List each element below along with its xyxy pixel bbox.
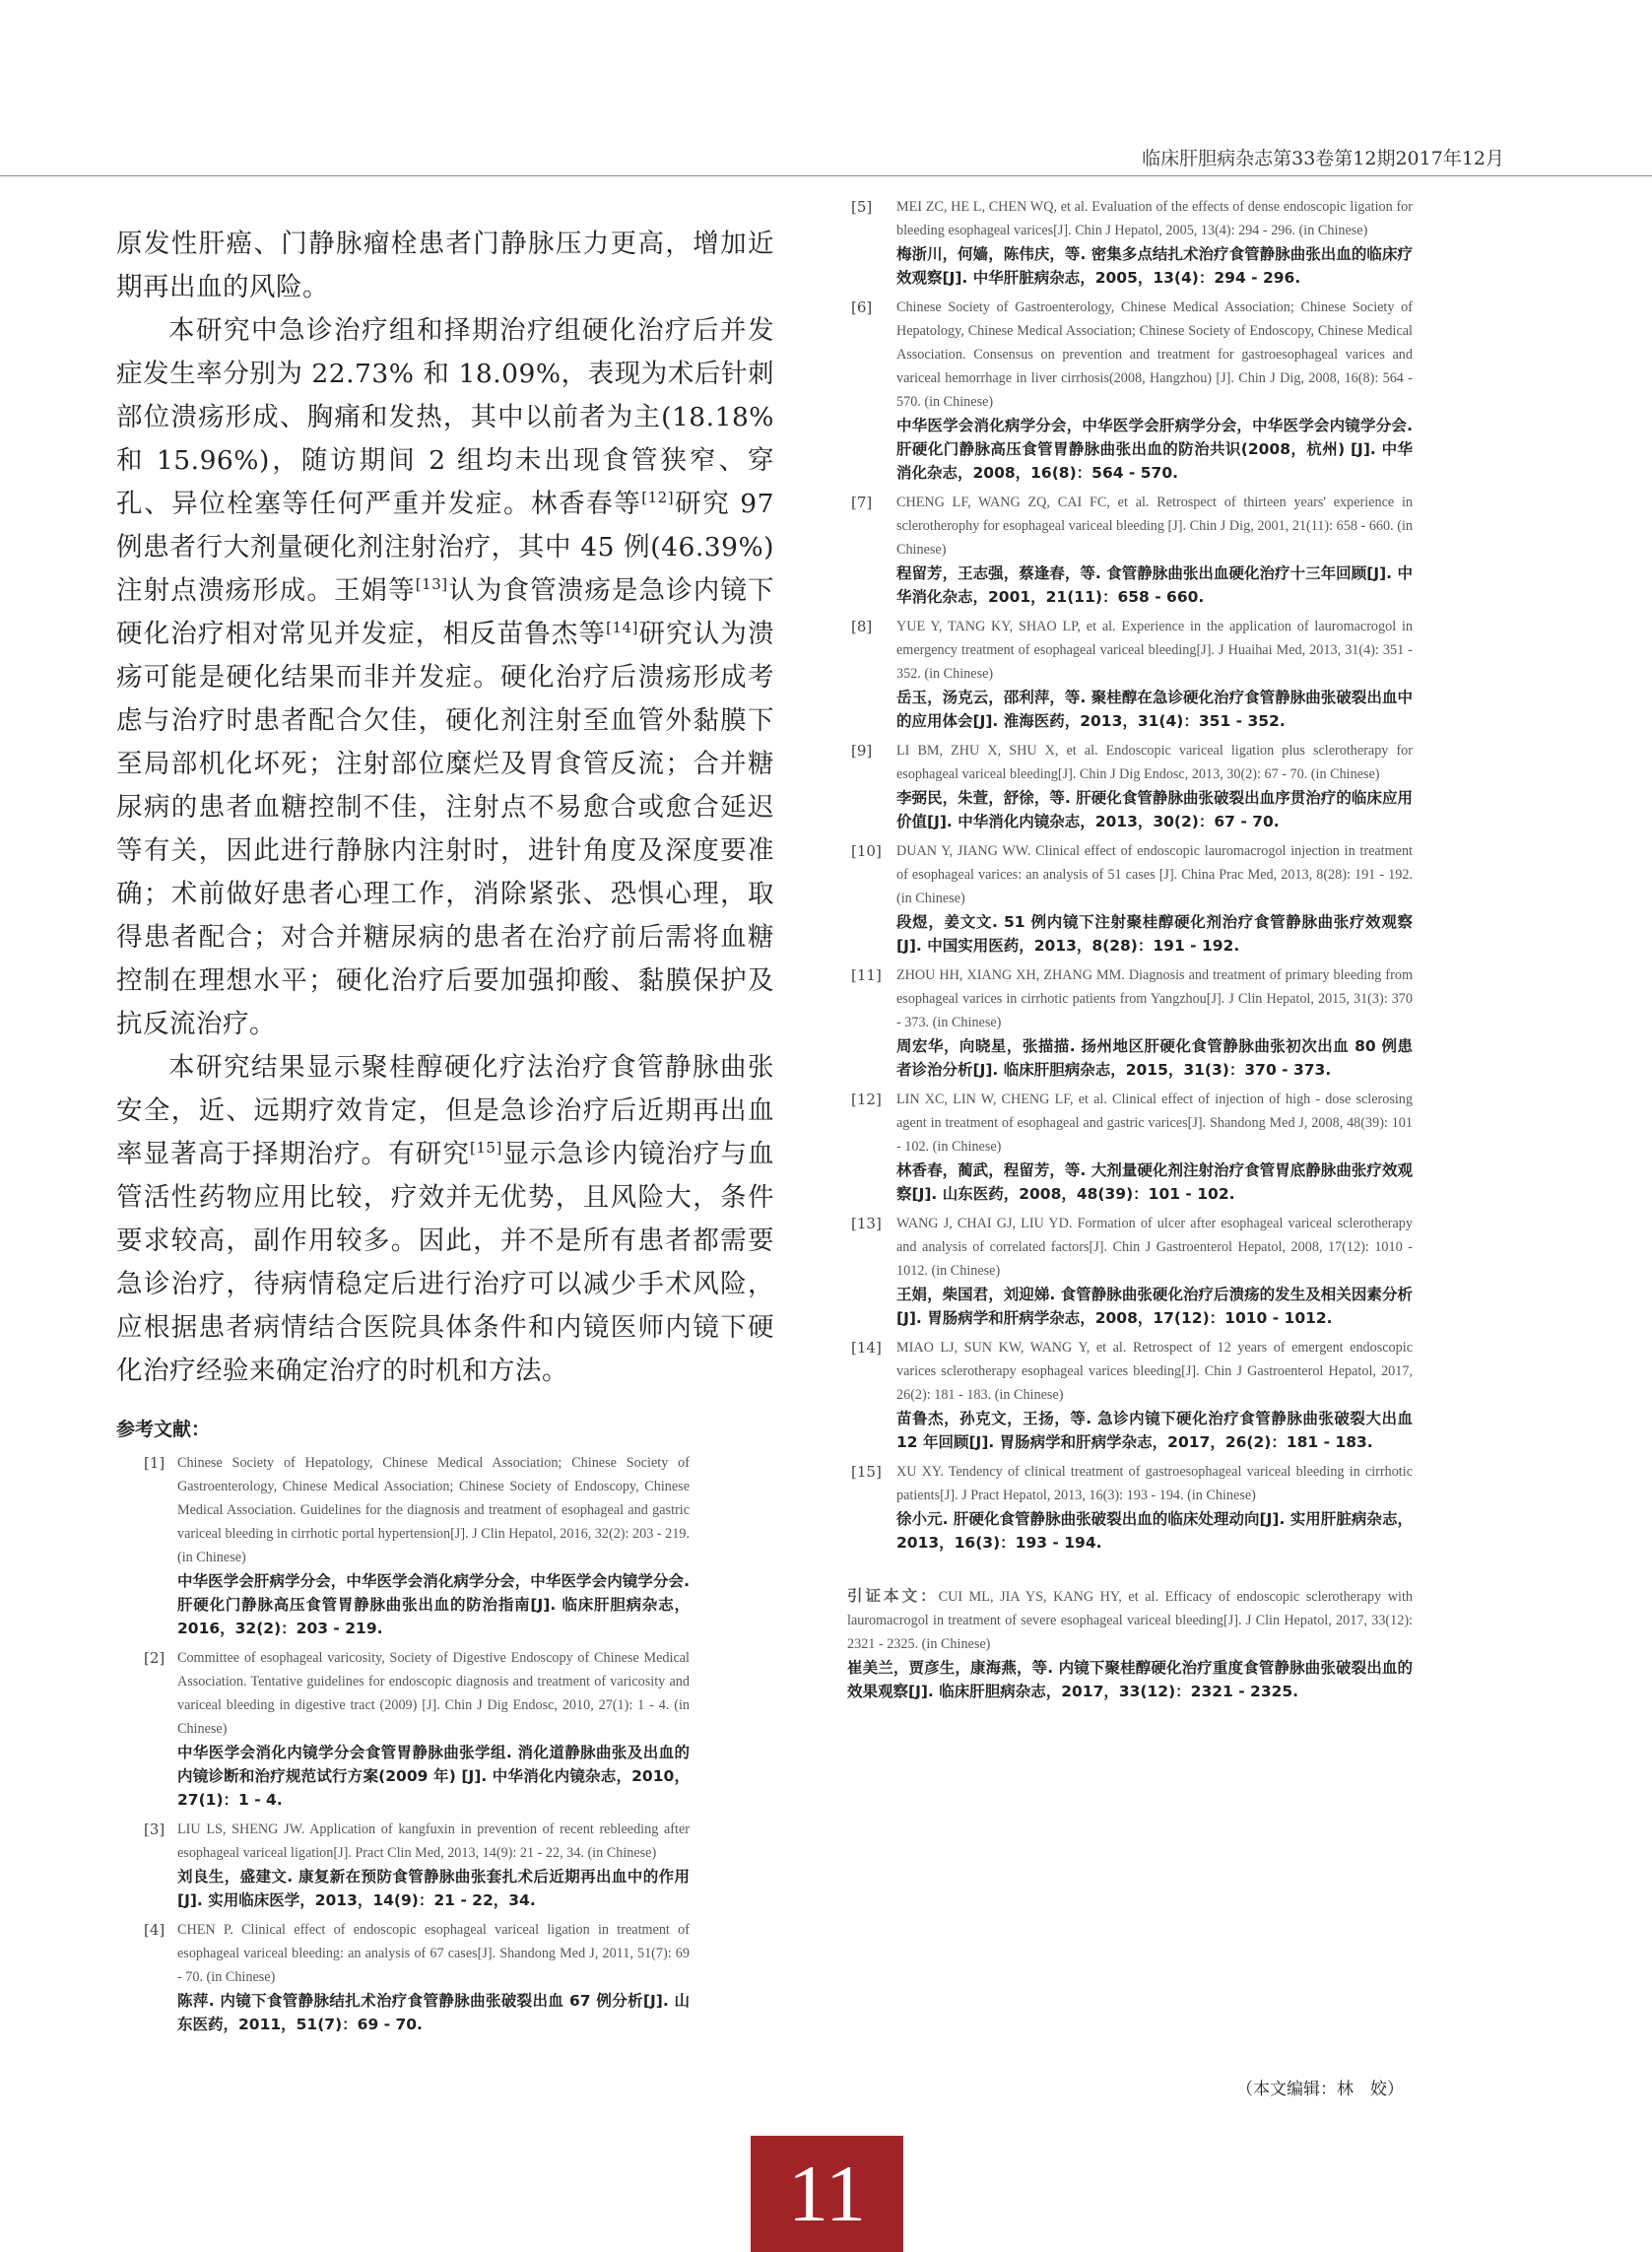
right-column [847, 195, 1413, 1703]
reference-item [847, 839, 1413, 958]
reference-english: MEI ZC, HE L, CHEN WQ, et al. Evaluation of the effects of dense endoscopic ligation for bleeding esophageal varices[J]. Chin J Hepatol, 2005, 13(4): 294 - 296. (in Chinese) [896, 199, 1413, 238]
reference-item [847, 1336, 1413, 1454]
body-text: 本研究中急诊治疗组和择期治疗组硬化治疗后并发症发生率分别为 22.73% 和 18.09%，表现为术后针刺部位溃疡形成、胸痛和发热，其中以前者为主(18.18% 和 15.96%)，随访期间 2 组均未出现食管狭窄、穿孔、异位栓塞等任何严重并发症。林香春等 [116, 315, 774, 519]
reference-number: [2] [144, 1649, 165, 1667]
reference-item [847, 195, 1413, 290]
reference-english: LI BM, ZHU X, SHU X, et al. Endoscopic variceal ligation plus sclerotherapy for esophageal variceal bleeding[J]. Chin J Dig Endosc, 2013, 30(2): 67 - 70. (in Chinese) [896, 743, 1413, 782]
references-heading: 参考文献： [116, 1419, 211, 1440]
reference-item [847, 615, 1413, 733]
citation-marker[interactable]: [12] [641, 489, 675, 507]
page-number: 11 [788, 2149, 866, 2238]
reference-english: CHENG LF, WANG ZQ, CAI FC, et al. Retrospect of thirteen years' experience in sclerotherophy for esophageal variceal bleeding [J]. Chin J Dig, 2001, 21(11): 658 - 660. (in Chinese) [896, 495, 1413, 558]
reference-number: [3] [144, 1821, 165, 1838]
reference-number: [4] [144, 1921, 165, 1939]
reference-item [128, 1646, 690, 1812]
editor-note: （本文编辑：林 姣） [1236, 2080, 1404, 2099]
reference-english: WANG J, CHAI GJ, LIU YD. Formation of ulcer after esophageal variceal sclerotherapy and analysis of correlated factors[J]. Chin J Gastroenterol Hepatol, 2008, 17(12): 1010 - 1012. (in Chinese) [896, 1216, 1413, 1279]
reference-chinese: 中华医学会肝病学分会，中华医学会消化病学分会，中华医学会内镜学分会. 肝硬化门静脉高压食管胃静脉曲张出血的防治指南[J]. 临床肝胆病杂志，2016，32(2)：203 - 219. [177, 1572, 690, 1637]
header-rule [0, 175, 1652, 176]
reference-chinese: 刘良生，盛建文. 康复新在预防食管静脉曲张套扎术后近期再出血中的作用[J]. 实用临床医学，2013，14(9)：21 - 22，34. [177, 1868, 690, 1909]
reference-chinese: 苗鲁杰，孙克文，王扬，等. 急诊内镜下硬化治疗食管静脉曲张破裂大出血 12 年回顾[J]. 胃肠病学和肝病学杂志，2017，26(2)：181 - 183. [896, 1410, 1413, 1451]
reference-chinese: 周宏华，向晓星，张描描. 扬州地区肝硬化食管静脉曲张初次出血 80 例患者诊治分析[J]. 临床肝胆病杂志，2015，31(3)：370 - 373. [896, 1037, 1413, 1079]
reference-english: Chinese Society of Hepatology, Chinese Medical Association; Chinese Society of Gastroenterology, Chinese Medical Association; Chinese Society of Endoscopy, Chinese Medical Association. Guidelines for the diagnosis and treatment of esophageal and gastric variceal bleeding in cirrhotic portal hypertension[J]. J Clin Hepatol, 2016, 32(2): 203 - 219. (in Chinese) [177, 1455, 690, 1565]
reference-chinese: 程留芳，王志强，蔡逢春，等. 食管静脉曲张出血硬化治疗十三年回顾[J]. 中华消化杂志，2001，21(11)：658 - 660. [896, 564, 1413, 606]
reference-number: [5] [851, 198, 873, 216]
reference-chinese: 段煜，姜文文. 51 例内镜下注射聚桂醇硬化剂治疗食管静脉曲张疗效观察[J]. 中国实用医药，2013，8(28)：191 - 192. [896, 913, 1413, 955]
reference-number: [11] [851, 966, 882, 984]
reference-item [847, 963, 1413, 1082]
reference-english: Chinese Society of Gastroenterology, Chinese Medical Association; Chinese Society of Hepatology, Chinese Medical Association; Chinese Society of Endoscopy, Chinese Medical Association. Consensus on prevention and treatment for gastroesophageal varices and variceal hemorrhage in liver cirrhosis(2008, Hangzhou) [J]. Chin J Dig, 2008, 16(8): 564 - 570. (in Chinese) [896, 299, 1413, 410]
reference-english: LIU LS, SHENG JW. Application of kangfuxin in prevention of recent rebleeding after esophageal variceal ligation[J]. Pract Clin Med, 2013, 14(9): 21 - 22, 34. (in Chinese) [177, 1821, 690, 1861]
running-header: 临床肝胆病杂志第33卷第12期2017年12月 [1142, 148, 1504, 169]
body-text: 原发性肝癌、门静脉瘤栓患者门静脉压力更高，增加近期再出血的风险。 [116, 229, 774, 302]
reference-number: [8] [851, 618, 873, 635]
reference-english: Committee of esophageal varicosity, Society of Digestive Endoscopy of Chinese Medical Association. Tentative guidelines for endoscopic diagnosis and treatment of varicosity and variceal bleeding in digestive tract (2009) [J]. Chin J Dig Endosc, 2010, 27(1): 1 - 4. (in Chinese) [177, 1650, 690, 1737]
citation-english-text: CUI ML, JIA YS, KANG HY, et al. Efficacy of endoscopic sclerotherapy with lauromacrogol in treatment of severe esophageal variceal bleeding[J]. J Clin Hepatol, 2017, 33(12): 2321 - 2325. (in Chinese) [847, 1589, 1413, 1652]
reference-chinese: 林香春，蔺武，程留芳，等. 大剂量硬化剂注射治疗食管胃底静脉曲张疗效观察[J]. 山东医药，2008，48(39)：101 - 102. [896, 1161, 1413, 1203]
left-column [116, 223, 774, 2042]
reference-number: [1] [144, 1454, 165, 1472]
reference-number: [6] [851, 298, 873, 316]
body-paragraph-1 [116, 223, 774, 309]
reference-item [128, 1451, 690, 1640]
reference-list-left [128, 1451, 690, 2036]
reference-number: [13] [851, 1215, 882, 1232]
reference-item [847, 1212, 1413, 1330]
reference-number: [15] [851, 1463, 882, 1481]
body-paragraph-2 [116, 309, 774, 1046]
reference-english: YUE Y, TANG KY, SHAO LP, et al. Experience in the application of lauromacrogol in emergency treatment of esophageal variceal bleeding[J]. J Huaihai Med, 2013, 31(4): 351 - 352. (in Chinese) [896, 619, 1413, 682]
reference-number: [14] [851, 1339, 882, 1357]
citation-chinese: 崔美兰，贾彦生，康海燕，等. 内镜下聚桂醇硬化治疗重度食管静脉曲张破裂出血的效果观察[J]. 临床肝胆病杂志，2017，33(12)：2321 - 2325. [847, 1659, 1413, 1700]
reference-number: [12] [851, 1091, 882, 1108]
cite-this-article [847, 1580, 1413, 1703]
reference-chinese: 王娟，柴国君，刘迎娣. 食管静脉曲张硬化治疗后溃疡的发生及相关因素分析[J]. 胃肠病学和肝病学杂志，2008，17(12)：1010 - 1012. [896, 1286, 1413, 1327]
citation-marker[interactable]: [15] [470, 1139, 502, 1158]
reference-english: LIN XC, LIN W, CHENG LF, et al. Clinical effect of injection of high - dose sclerosing agent in treatment of esophageal and gastric varices[J]. Shandong Med J, 2008, 48(39): 101 - 102. (in Chinese) [896, 1092, 1413, 1155]
reference-item [847, 1088, 1413, 1206]
reference-number: [7] [851, 494, 873, 511]
reference-item [847, 491, 1413, 609]
page-number-box [751, 2136, 903, 2252]
reference-item [847, 296, 1413, 485]
reference-chinese: 岳玉，汤克云，邵利萍，等. 聚桂醇在急诊硬化治疗食管静脉曲张破裂出血中的应用体会[J]. 淮海医药，2013，31(4)：351 - 352. [896, 689, 1413, 730]
citation-label: 引证本文： [847, 1587, 939, 1605]
reference-item [128, 1818, 690, 1912]
reference-chinese: 中华医学会消化内镜学分会食管胃静脉曲张学组. 消化道静脉曲张及出血的内镜诊断和治疗规范试行方案(2009 年) [J]. 中华消化内镜杂志，2010，27(1)：1 - 4. [177, 1744, 690, 1809]
reference-english: DUAN Y, JIANG WW. Clinical effect of endoscopic lauromacrogol injection in treatment of esophageal varices: an analysis of 51 cases [J]. China Prac Med, 2013, 8(28): 191 - 192. (in Chinese) [896, 843, 1413, 906]
reference-chinese: 陈萍. 内镜下食管静脉结扎术治疗食管静脉曲张破裂出血 67 例分析[J]. 山东医药，2011，51(7)：69 - 70. [177, 1992, 690, 2033]
reference-english: CHEN P. Clinical effect of endoscopic esophageal variceal ligation in treatment of esophageal variceal bleeding: an analysis of 67 cases[J]. Shandong Med J, 2011, 51(7): 69 - 70. (in Chinese) [177, 1922, 690, 1985]
citation-marker[interactable]: [13] [415, 575, 448, 594]
reference-number: [9] [851, 742, 873, 760]
reference-chinese: 徐小元. 肝硬化食管静脉曲张破裂出血的临床处理动向[J]. 实用肝脏病杂志，2013，16(3)：193 - 194. [896, 1510, 1413, 1552]
body-text: 本研究结果显示聚桂醇硬化疗法治疗食管静脉曲张安全，近、远期疗效肯定，但是急诊治疗后近期再出血率显著高于择期治疗。有研究 [116, 1052, 774, 1169]
reference-english: ZHOU HH, XIANG XH, ZHANG MM. Diagnosis and treatment of primary bleeding from esophageal varices in cirrhotic patients from Yangzhou[J]. J Clin Hepatol, 2015, 31(3): 370 - 373. (in Chinese) [896, 967, 1413, 1030]
body-text: 研究认为溃疡可能是硬化结果而非并发症。硬化治疗后溃疡形成考虑与治疗时患者配合欠佳，硬化剂注射至血管外黏膜下至局部机化坏死；注射部位糜烂及胃食管反流；合并糖尿病的患者血糖控制不佳，注射点不易愈合或愈合延迟等有关，因此进行静脉内注射时，进针角度及深度要准确；术前做好患者心理工作，消除紧张、恐惧心理，取得患者配合；对合并糖尿病的患者在治疗前后需将血糖控制在理想水平；硬化治疗后要加强抑酸、黏膜保护及抗反流治疗。 [116, 619, 775, 1039]
body-text: 认为食管溃疡是急诊内镜下硬化治疗相对常见并发症，相反苗鲁杰等 [116, 575, 775, 649]
citation-marker[interactable]: [14] [606, 619, 638, 637]
reference-number: [10] [851, 842, 882, 860]
reference-chinese: 中华医学会消化病学分会，中华医学会肝病学分会，中华医学会内镜学分会. 肝硬化门静脉高压食管胃静脉曲张出血的防治共识(2008，杭州) [J]. 中华消化杂志，2008，16(8)：564 - 570. [896, 417, 1413, 482]
reference-english: MIAO LJ, SUN KW, WANG Y, et al. Retrospect of 12 years of emergent endoscopic varices sclerotherapy esophageal varices bleeding[J]. Chin J Gastroenterol Hepatol, 2017, 26(2): 181 - 183. (in Chinese) [896, 1340, 1413, 1403]
reference-chinese: 梅浙川，何嫱，陈伟庆，等. 密集多点结扎术治疗食管静脉曲张出血的临床疗效观察[J]. 中华肝脏病杂志，2005，13(4)：294 - 296. [896, 245, 1413, 287]
body-text: 显示急诊内镜治疗与血管活性药物应用比较，疗效并无优势，且风险大，条件要求较高，副作用较多。因此，并不是所有患者都需要急诊治疗，待病情稳定后进行治疗可以减少手术风险，应根据患者病情结合医院具体条件和内镜医师内镜下硬化治疗经验来确定治疗的时机和方法。 [116, 1139, 775, 1386]
citation-english [847, 1584, 1413, 1656]
reference-item [847, 739, 1413, 833]
reference-chinese: 李弼民，朱萱，舒徐，等. 肝硬化食管静脉曲张破裂出血序贯治疗的临床应用价值[J]. 中华消化内镜杂志，2013，30(2)：67 - 70. [896, 789, 1413, 830]
body-text: 研究 97 例患者行大剂量硬化剂注射治疗，其中 45 例(46.39%)注射点溃疡形成。王娟等 [116, 489, 774, 606]
reference-item [128, 1918, 690, 2036]
reference-english: XU XY. Tendency of clinical treatment of gastroesophageal variceal bleeding in cirrhotic patients[J]. J Pract Hepatol, 2013, 16(3): 193 - 194. (in Chinese) [896, 1464, 1413, 1503]
body-paragraph-3 [116, 1046, 774, 1393]
reference-item [847, 1460, 1413, 1555]
